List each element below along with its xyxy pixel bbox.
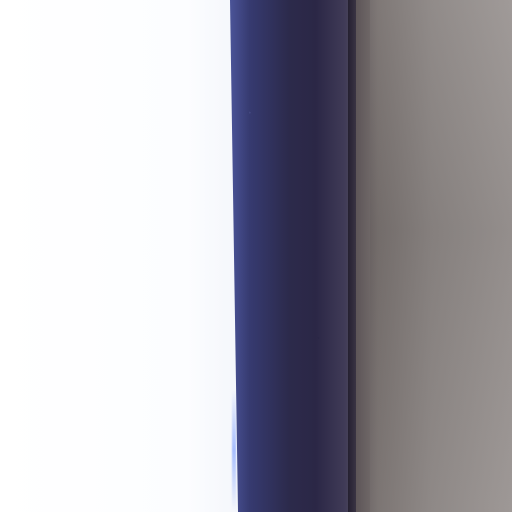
board-sheen [370, 0, 512, 512]
dark-textured-panel [226, 0, 358, 512]
edge-highlight [232, 390, 236, 510]
bright-background [0, 0, 240, 512]
